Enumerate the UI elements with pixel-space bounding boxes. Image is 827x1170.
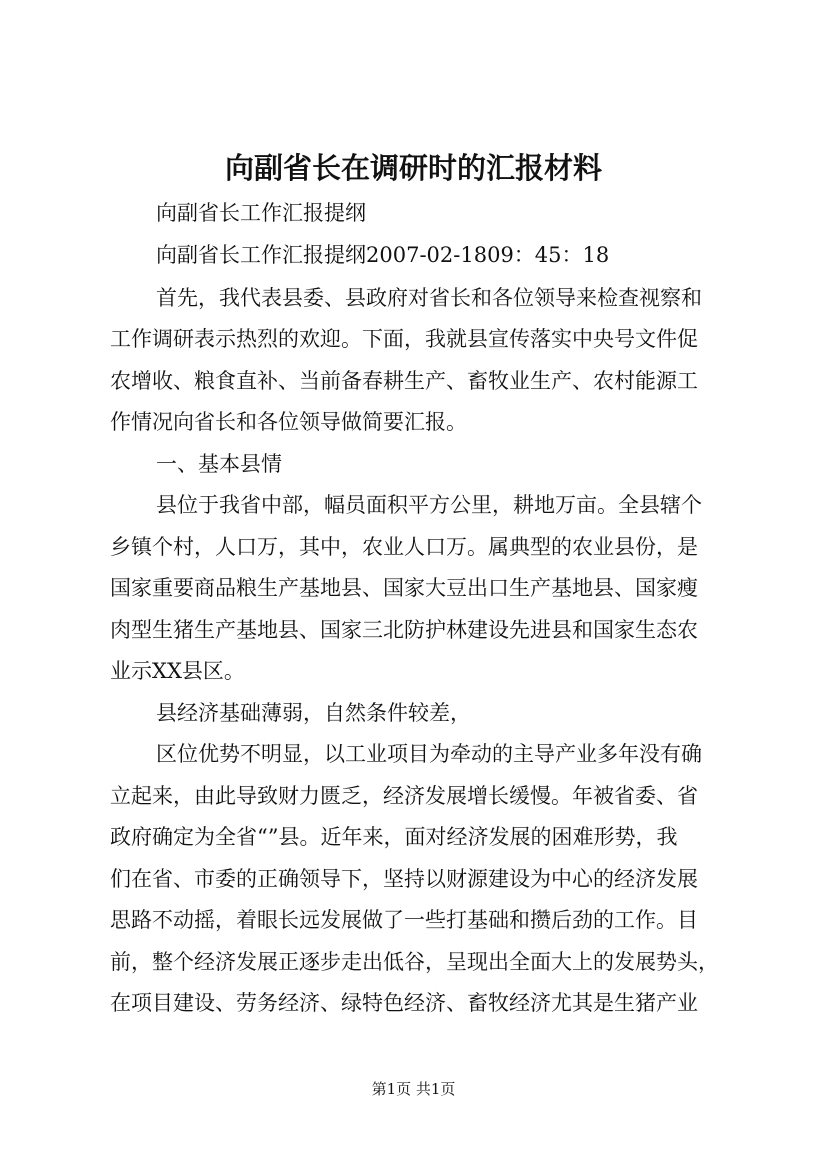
body-line: 首先，我代表县委、县政府对省长和各位领导来检查视察和 xyxy=(156,286,702,310)
body-line: 县位于我省中部，幅员面积平方公里，耕地万亩。全县辖个 xyxy=(156,493,702,517)
body-line: 国家重要商品粮生产基地县、国家大豆出口生产基地县、国家瘦 xyxy=(110,576,698,600)
document-title: 向副省长在调研时的汇报材料 xyxy=(224,151,602,185)
body-line: 区位优势不明显，以工业项目为牵动的主导产业多年没有确 xyxy=(156,742,702,766)
body-line: 县经济基础薄弱，自然条件较差， xyxy=(156,701,471,725)
body-line: 前，整个经济发展正逐步走出低谷，呈现出全面大上的发展势头， xyxy=(110,950,719,974)
body-line: 肉型生猪生产基地县、国家三北防护林建设先进县和国家生态农 xyxy=(110,618,698,642)
document-subtitle: 向副省长工作汇报提纲 xyxy=(156,201,366,225)
body-line: 农增收、粮食直补、当前备春耕生产、畜牧业生产、农村能源工 xyxy=(110,369,698,393)
body-line: 作情况向省长和各位领导做简要汇报。 xyxy=(110,410,467,434)
page-footer: 第1页 共1页 xyxy=(371,1080,456,1098)
body-line: 立起来，由此导致财力匮乏，经济发展增长缓慢。年被省委、省 xyxy=(110,784,698,808)
body-line: 业示XX县区。 xyxy=(110,659,245,683)
body-line: 政府确定为全省“”县。近年来，面对经济发展的困难形势，我 xyxy=(110,825,678,849)
body-line: 乡镇个村，人口万，其中，农业人口万。属典型的农业县份，是 xyxy=(110,535,698,559)
body-line: 思路不动摇，着眼长远发展做了一些打基础和攒后劲的工作。目 xyxy=(110,908,698,932)
document-dateline: 向副省长工作汇报提纲2007-02-1809：45：18 xyxy=(156,243,610,267)
body-line: 在项目建设、劳务经济、绿特色经济、畜牧经济尤其是生猪产业 xyxy=(110,991,698,1015)
section-heading: 一、基本县情 xyxy=(156,452,282,476)
body-line: 们在省、市委的正确领导下，坚持以财源建设为中心的经济发展 xyxy=(110,867,698,891)
body-line: 工作调研表示热烈的欢迎。下面，我就县宣传落实中央号文件促 xyxy=(110,327,698,351)
